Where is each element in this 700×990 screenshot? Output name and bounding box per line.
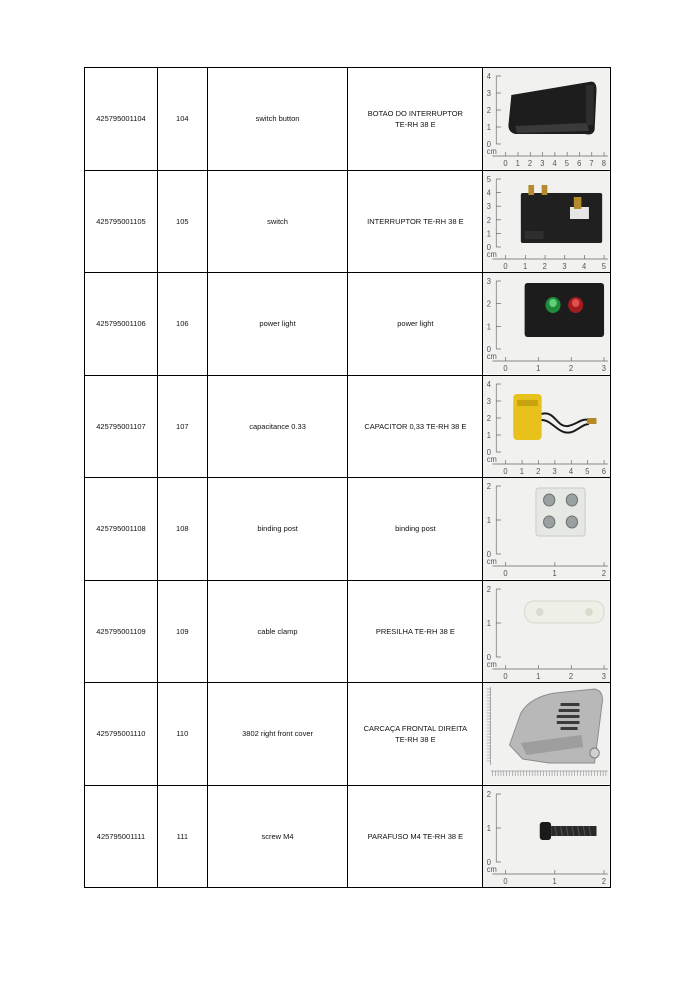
- scale-y-tick-label: 1: [487, 430, 492, 440]
- scale-x-tick-label: 3: [562, 261, 567, 271]
- scale-unit-label: cm: [487, 454, 498, 464]
- table-row: [85, 375, 611, 478]
- scale-y-tick-label: 0: [487, 345, 492, 355]
- scale-x-tick-label: 1: [523, 261, 528, 271]
- part-name-pt-line1: power light: [397, 319, 434, 329]
- scale-x-tick-label: 0: [503, 261, 508, 271]
- scale-y-tick-label: 3: [487, 201, 492, 212]
- part-photo-cell: [483, 478, 611, 581]
- scale-y-tick-label: 3: [487, 89, 492, 99]
- scale-x-tick-label: 0: [503, 364, 508, 374]
- part-photo-cell: [483, 68, 611, 171]
- part-name-pt: [348, 375, 483, 478]
- part-code: 425795001111: [85, 785, 158, 888]
- scale-x-tick-label: 2: [542, 261, 548, 271]
- cable-clamp-photo: [483, 581, 610, 682]
- scale-y-tick-label: 0: [487, 857, 492, 867]
- table-row: [85, 478, 611, 581]
- scale-y-tick-label: 1: [487, 322, 492, 332]
- scale-x-tick-label: 2: [528, 159, 533, 169]
- part-name-pt: [348, 273, 483, 376]
- part-name-pt: [348, 580, 483, 683]
- scale-y-tick-label: 0: [487, 447, 492, 457]
- binding-post-photo: [483, 478, 610, 579]
- scale-x-tick-label: 1: [515, 159, 521, 169]
- part-name-pt: [348, 683, 483, 786]
- scale-y-tick-label: 3: [487, 396, 492, 406]
- scale-x-tick-label: 4: [569, 466, 574, 476]
- scale-x-tick-label: 6: [601, 466, 607, 476]
- scale-unit-label: cm: [487, 352, 498, 362]
- scale-x-tick-label: 4: [582, 261, 587, 271]
- scale-x-tick-label: 2: [569, 364, 574, 374]
- scale-x-tick-label: 1: [552, 876, 557, 886]
- power-light-photo: [483, 273, 610, 374]
- scale-y-tick-label: 2: [487, 413, 492, 423]
- scale-y-tick-label: 1: [487, 618, 492, 628]
- scale-y-tick-label: 1: [487, 228, 492, 239]
- part-name-pt: [348, 170, 483, 273]
- scale-y-tick-label: 3: [487, 277, 492, 287]
- scale-x-tick-label: 4: [552, 159, 557, 169]
- scale-unit-label: cm: [487, 249, 498, 259]
- part-name-pt-line1: BOTAO DO INTERRUPTOR: [367, 108, 463, 118]
- scale-y-tick-label: 2: [487, 789, 492, 799]
- scale-y-tick-label: 0: [487, 242, 492, 252]
- part-name-pt-line1: CAPACITOR 0,33 TE-RH 38 E: [364, 421, 467, 431]
- part-name-pt-line1: PARAFUSO M4 TE-RH 38 E: [367, 831, 464, 841]
- part-photo-cell: [483, 273, 611, 376]
- part-code: 425795001109: [85, 580, 158, 683]
- scale-y-tick-label: 2: [487, 584, 492, 594]
- switch-button-photo: [483, 68, 610, 169]
- scale-y-tick-label: 0: [487, 140, 492, 150]
- part-name-en: switch button: [207, 68, 348, 171]
- scale-y-tick-label: 0: [487, 652, 492, 662]
- scale-x-tick-label: 1: [552, 569, 557, 579]
- scale-y-tick-label: 2: [487, 215, 492, 225]
- part-name-pt-line2: TE-RH 38 E: [395, 734, 436, 744]
- scale-y-tick-label: 0: [487, 550, 492, 560]
- part-photo-cell: [483, 785, 611, 888]
- scale-x-tick-label: 2: [569, 671, 574, 681]
- scale-y-tick-label: 1: [487, 123, 492, 133]
- scale-x-tick-label: 7: [589, 159, 594, 169]
- part-name-en: screw M4: [207, 785, 348, 888]
- part-name-en: cable clamp: [207, 580, 348, 683]
- part-name-en: power light: [207, 273, 348, 376]
- item-number: 104: [157, 68, 207, 171]
- part-code: 425795001105: [85, 170, 158, 273]
- table-row: [85, 683, 611, 786]
- part-name-pt-line1: binding post: [395, 524, 436, 534]
- scale-x-tick-label: 6: [577, 159, 582, 169]
- scale-y-tick-label: 2: [487, 299, 492, 309]
- part-photo-cell: [483, 683, 611, 786]
- part-code: 425795001110: [85, 683, 158, 786]
- scale-x-tick-label: 0: [503, 466, 508, 476]
- scale-x-tick-label: 0: [503, 876, 508, 886]
- item-number: 107: [157, 375, 207, 478]
- scale-x-tick-label: 2: [536, 466, 541, 476]
- capacitor-photo: [483, 376, 610, 477]
- table-row: [85, 273, 611, 376]
- table-row: [85, 580, 611, 683]
- screw-photo: [483, 786, 610, 887]
- part-name-en: binding post: [207, 478, 348, 581]
- item-number: 105: [157, 170, 207, 273]
- scale-y-tick-label: 2: [487, 106, 492, 116]
- scale-y-tick-label: 4: [487, 72, 492, 82]
- part-photo-cell: [483, 375, 611, 478]
- switch-photo: [483, 171, 610, 272]
- part-code: 425795001106: [85, 273, 158, 376]
- part-name-pt-line2: TE-RH 38 E: [395, 119, 436, 129]
- scale-unit-label: cm: [487, 147, 498, 157]
- part-name-en: capacitance 0.33: [207, 375, 348, 478]
- table-row: [85, 785, 611, 888]
- scale-unit-label: cm: [487, 864, 498, 874]
- item-number: 110: [157, 683, 207, 786]
- table-row: [85, 170, 611, 273]
- scale-x-tick-label: 0: [503, 159, 508, 169]
- scale-unit-label: cm: [487, 659, 498, 669]
- part-name-pt-line1: PRESILHA TE-RH 38 E: [375, 626, 455, 636]
- table-row: [85, 68, 611, 171]
- item-number: 106: [157, 273, 207, 376]
- part-name-pt-line1: CARCAÇA FRONTAL DIREITA: [363, 723, 468, 733]
- scale-x-tick-label: 8: [601, 159, 607, 169]
- scale-x-tick-label: 3: [552, 466, 557, 476]
- part-photo-cell: [483, 170, 611, 273]
- part-code: 425795001107: [85, 375, 158, 478]
- scale-x-tick-label: 2: [601, 876, 607, 886]
- scale-x-tick-label: 5: [585, 466, 590, 476]
- scale-x-tick-label: 3: [601, 364, 607, 374]
- scale-y-tick-label: 1: [487, 823, 492, 833]
- scale-x-tick-label: 0: [503, 671, 508, 681]
- scale-x-tick-label: 3: [540, 159, 545, 169]
- scale-x-tick-label: 0: [503, 569, 508, 579]
- part-name-en: switch: [207, 170, 348, 273]
- part-name-pt: [348, 478, 483, 581]
- scale-unit-label: cm: [487, 557, 498, 567]
- scale-x-tick-label: 1: [536, 364, 541, 374]
- scale-x-tick-label: 2: [601, 569, 607, 579]
- part-name-pt: [348, 785, 483, 888]
- item-number: 108: [157, 478, 207, 581]
- part-name-en: 3802 right front cover: [207, 683, 348, 786]
- scale-x-tick-label: 5: [601, 261, 607, 271]
- scale-x-tick-label: 1: [519, 466, 525, 476]
- scale-x-tick-label: 3: [601, 671, 607, 681]
- parts-table: [84, 67, 611, 888]
- scale-y-tick-label: 2: [487, 482, 492, 492]
- scale-y-tick-label: 4: [487, 379, 492, 389]
- scale-y-tick-label: 4: [487, 188, 492, 198]
- item-number: 109: [157, 580, 207, 683]
- front-cover-photo: [483, 683, 610, 784]
- part-name-pt: [348, 68, 483, 171]
- item-number: 111: [157, 785, 207, 888]
- part-name-pt-line1: INTERRUPTOR TE-RH 38 E: [367, 216, 464, 226]
- part-code: 425795001104: [85, 68, 158, 171]
- part-photo-cell: [483, 580, 611, 683]
- scale-x-tick-label: 5: [565, 159, 570, 169]
- scale-x-tick-label: 1: [536, 671, 541, 681]
- scale-y-tick-label: 5: [487, 174, 492, 184]
- scale-y-tick-label: 1: [487, 516, 492, 526]
- part-code: 425795001108: [85, 478, 158, 581]
